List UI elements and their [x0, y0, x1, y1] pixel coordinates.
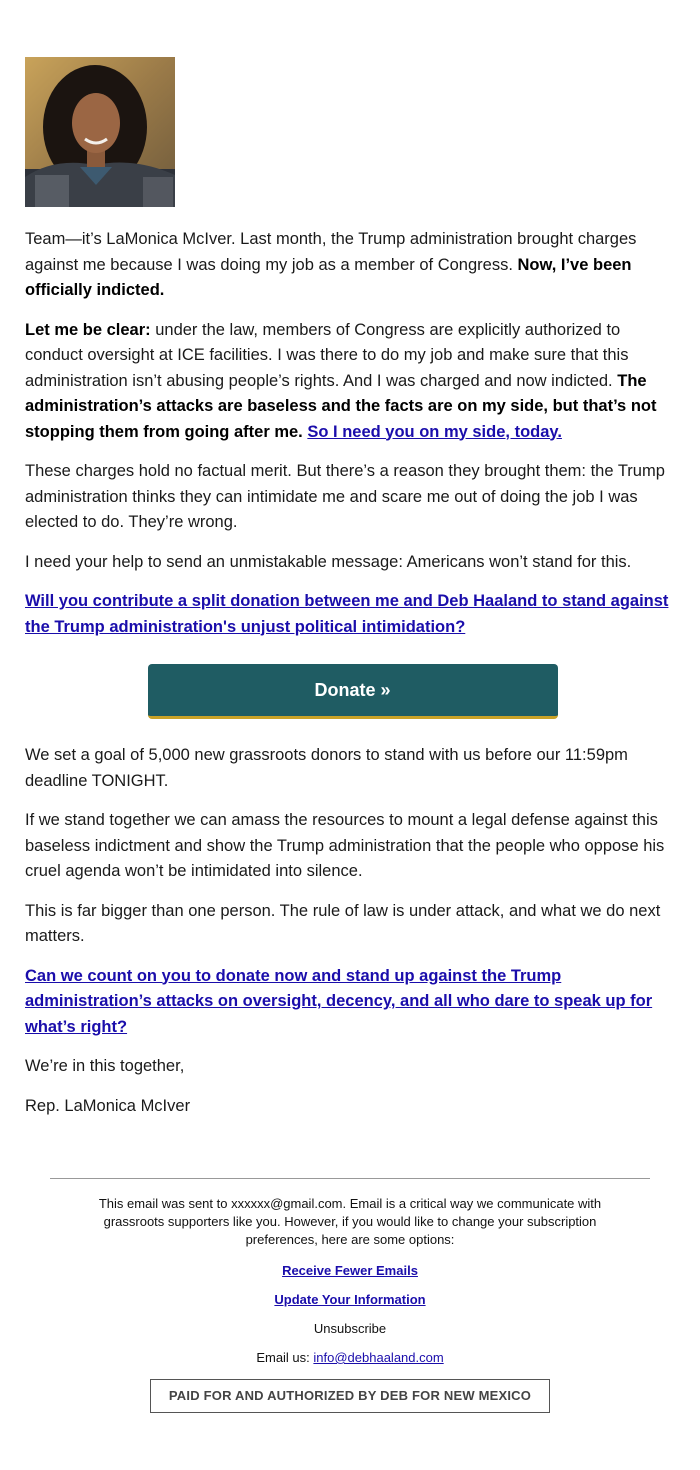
unsubscribe-text[interactable]: Unsubscribe	[313, 1321, 387, 1336]
closing-text: We’re in this together,	[25, 1057, 185, 1075]
intro-bold-text: Now, I’ve been officially indicted.	[25, 255, 632, 299]
footer	[50, 1178, 650, 1413]
update-info-wrapper	[50, 1292, 650, 1307]
email-us-label: Email us:	[256, 1350, 314, 1365]
count-on-you-link[interactable]: Can we count on you to donate now and stand up against the Trump administration’s attacks on oversight, decency, and all who dare to speak up for what’s right?	[25, 966, 653, 1036]
split-donation-link[interactable]: Will you contribute a split donation between me and Deb Haaland to stand against the Trump administration's unjust political intimidation?	[25, 592, 669, 636]
paragraph-link1	[25, 589, 680, 640]
email-body	[25, 57, 680, 1133]
donate-button[interactable]: Donate »	[148, 664, 558, 719]
update-info-link[interactable]: Update Your Information	[274, 1292, 426, 1307]
receive-fewer-wrapper	[50, 1263, 650, 1278]
clear-bold-text: Let me be clear:	[25, 320, 151, 339]
on-my-side-link[interactable]: So I need you on my side, today.	[307, 422, 562, 441]
paragraph-help: I need your help to send an unmistakable message: Americans won’t stand for this.	[25, 552, 632, 571]
avatar	[25, 57, 175, 207]
paragraph-goal: We set a goal of 5,000 new grassroots donors to stand with us before our 11:59pm deadline TONIGHT.	[25, 746, 628, 790]
email-us-line	[50, 1350, 650, 1365]
footer-note: This email was sent to xxxxxx@gmail.com. Email is a critical way we communicate with grassroots supporters like you. However, if you would like to change your subscription preferences, here are some options:	[98, 1196, 602, 1247]
donate-button-wrapper	[25, 664, 680, 719]
clear-text: under the law, members of Congress are explicitly authorized to conduct oversight at ICE facilities. I was there to do my job and make sure that this administration isn’t abusing people’s rights. And I was charged and now indicted.	[25, 320, 629, 390]
attacks-bold-text: The administration’s attacks are baseless and the facts are on my side, but that’s not stopping them from going after me.	[25, 371, 657, 441]
paid-for-box: PAID FOR AND AUTHORIZED BY DEB FOR NEW MEXICO	[150, 1379, 550, 1413]
paragraph-stand: If we stand together we can amass the resources to mount a legal defense against this baseless indictment and show the Trump administration that the people who oppose his cruel agenda won’t be intimidated into silence.	[25, 811, 665, 880]
paragraph-bigger: This is far bigger than one person. The rule of law is under attack, and what we do next matters.	[25, 901, 661, 945]
receive-fewer-link[interactable]: Receive Fewer Emails	[282, 1263, 418, 1278]
paragraph-link2	[25, 964, 680, 1041]
signature: Rep. LaMonica McIver	[25, 1096, 191, 1115]
paragraph-intro	[25, 227, 680, 304]
paragraph-clear	[25, 318, 680, 446]
email-link[interactable]: info@debhaaland.com	[313, 1350, 444, 1365]
paragraph-charges: These charges hold no factual merit. But there’s a reason they brought them: the Trump administration thinks they can intimidate me and scare me out of doing the job I was elected to do. They’re wrong.	[25, 462, 665, 531]
intro-text: Team—it’s LaMonica McIver. Last month, the Trump administration brought charges against me because I was doing my job as a member of Congress.	[25, 230, 637, 274]
